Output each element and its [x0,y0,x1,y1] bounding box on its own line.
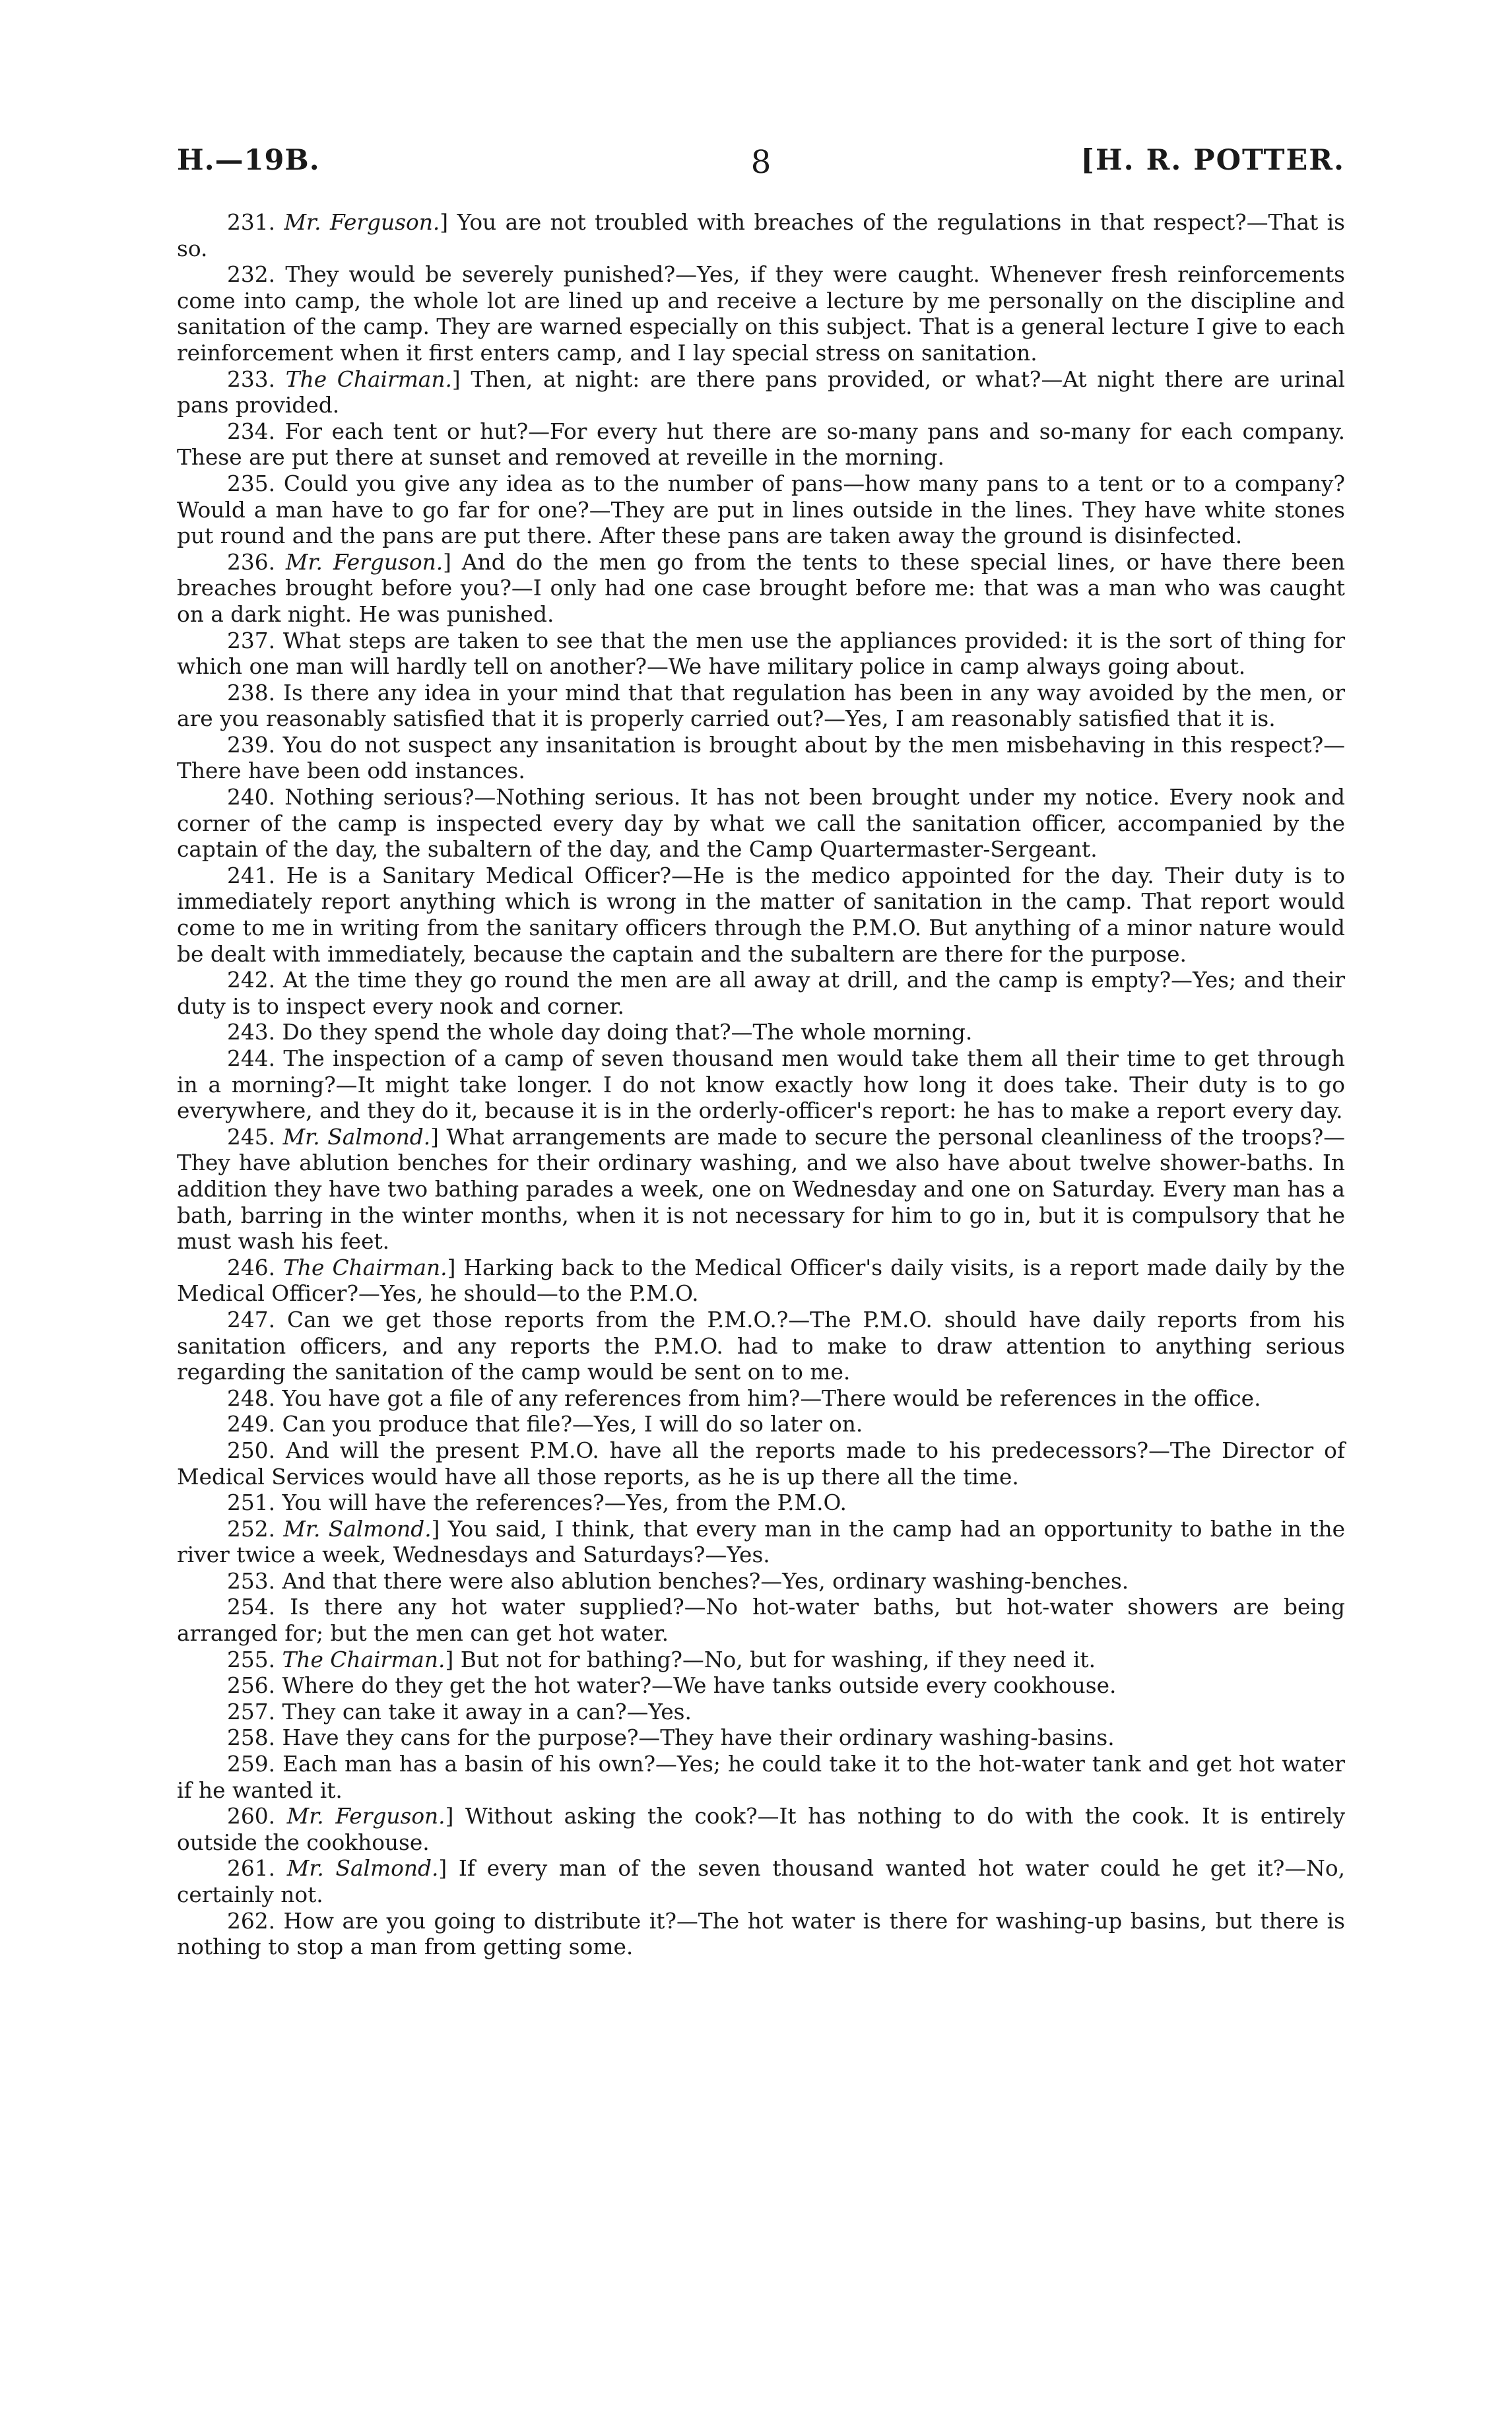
paragraph-text: Can you produce that file?—Yes, I will do so later on. [282,1412,863,1437]
speaker-name: Mr. Ferguson. [285,549,444,575]
paragraph-text: You said, I think, that every man in the camp had an opportunity to bathe in the river twice a week, Wednesdays and Saturdays?—Yes. [177,1516,1345,1568]
question-number: 236. [227,549,276,575]
question-paragraph [177,1412,1345,1438]
question-number: 244. [227,1046,276,1071]
page-number: 8 [750,144,772,181]
paragraph-text: Can we get those reports from the P.M.O.?—The P.M.O. should have daily reports from his sanitation officers, and any reports the P.M.O. had to make to draw attention to anything serious regarding the sanitation of the camp would be sent on to me. [177,1307,1345,1385]
question-paragraph [177,733,1345,785]
question-paragraph [177,680,1345,733]
question-paragraph: 246. The Chairman.] Harking back to the Medical Officer's daily visits, is a report made daily by the Medical Officer?—Yes, he should—to the P.M.O. [177,1255,1345,1307]
question-number: 247. [227,1307,276,1332]
paragraph-text: Is there any idea in your mind that that regulation has been in any way avoided by the men, or are you reasonably satisfied that it is properly carried out?—Yes, I am reasonably satisfied that it is. [177,680,1345,732]
paragraph-text: Where do they get the hot water?—We have tanks outside every cookhouse. [282,1673,1117,1699]
question-number: 246. [227,1255,276,1280]
question-paragraph [177,1569,1345,1595]
question-paragraph [177,1438,1345,1490]
question-paragraph: 255. The Chairman.] But not for bathing?—No, but for washing, if they need it. [227,1647,1096,1672]
paragraph-text: You do not suspect any insanitation is brought about by the men misbehaving in this respect?—There have been odd instances. [177,732,1345,784]
paragraph-text: And will the present P.M.O. have all the reports made to his predecessors?—The Director of Medical Services would have all those reports, as he is up there all the time. [177,1437,1345,1490]
paragraph-text: If every man of the seven thousand wanted hot water could he get it?—No, certainly not. [177,1856,1345,1907]
question-number: 261. [227,1856,276,1882]
question-number: 245. [227,1124,276,1150]
question-number: 242. [227,968,276,993]
paragraph-text: At the time they go round the men are all away at drill, and the camp is empty?—Yes; and their duty is to inspect every nook and corner. [177,968,1345,1019]
question-paragraph [177,1594,1345,1647]
paragraph-text: The inspection of a camp of seven thousand men would take them all their time to get through in a morning?—It might take longer. I do not know exactly how long it does take. Their duty is to go everywhere, and they do it, because it is in the orderly-officer's report: he has to make a report every day. [177,1046,1345,1124]
question-number: 253. [227,1568,276,1594]
paragraph-text: You are not troubled with breaches of the regulations in that respect?—That is so. [177,210,1345,261]
question-paragraph: 245. Mr. Salmond.] What arrangements are made to secure the personal cleanliness of the troops?—They have ablution benches for their ordinary washing, and we also have about twelve shower-baths. In addition they have two bathing parades a week, one on Wednesday and one on Saturday. Every man has a bath, barring in the winter months, when it is not necessary for him to go in, but it is compulsory that he must wash his feet. [177,1124,1345,1255]
document-reference: H.—19B. [177,144,320,177]
question-paragraph [177,419,1345,471]
paragraph-text: Could you give any idea as to the number of pans—how many pans to a tent or to a company? Would a man have to go far for one?—They are put in lines outside in the lines. They have white stones put round and the pans are put there. After these pans are taken away the ground is disinfected. [177,471,1345,549]
question-paragraph [177,1490,1345,1517]
paragraph-text: They can take it away in a can?—Yes. [282,1699,692,1725]
question-paragraph [177,1386,1345,1412]
question-paragraph [177,262,1345,366]
question-paragraph [177,1020,1345,1046]
speaker-name: Mr. Salmond. [283,1516,432,1542]
question-number: 258. [227,1725,276,1751]
paragraph-text: Each man has a basin of his own?—Yes; he could take it to the hot-water tank and get hot water if he wanted it. [177,1752,1345,1803]
question-number: 251. [227,1490,276,1516]
question-number: 234. [227,418,276,444]
paragraph-text: Is there any hot water supplied?—No hot-water baths, but hot-water showers are being arranged for; but the men can get hot water. [177,1594,1345,1647]
paragraph-text: Without asking the cook?—It has nothing to do with the cook. It is entirely outside the cookhouse. [177,1804,1346,1855]
paragraph-text: You have got a file of any references from him?—There would be references in the office. [282,1385,1261,1411]
question-number: 249. [227,1412,276,1437]
speaker-name: The Chairman. [285,366,452,392]
question-number: 252. [227,1516,276,1542]
question-paragraph [177,1752,1345,1804]
question-number: 262. [227,1908,276,1934]
question-number: 241. [227,863,276,888]
question-number: 233. [227,366,276,392]
question-number: 240. [227,785,276,810]
paragraph-text: How are you going to distribute it?—The hot water is there for washing-up basins, but there is nothing to stop a man from getting some. [177,1908,1345,1960]
speaker-name: Mr. Salmond. [282,1124,431,1150]
paragraph-text: You will have the references?—Yes, from the P.M.O. [282,1490,847,1516]
question-paragraph: 252. Mr. Salmond.] You said, I think, that every man in the camp had an opportunity to bathe in the river twice a week, Wednesdays and Saturdays?—Yes. [177,1516,1345,1568]
paragraph-text: Have they cans for the purpose?—They have their ordinary washing-basins. [282,1725,1115,1751]
paragraph-text: What steps are taken to see that the men use the appliances provided: it is the sort of thing for which one man will hardly tell on another?—We have military police in camp always going about. [177,628,1345,680]
question-number: 239. [227,732,276,758]
question-number: 256. [227,1673,276,1699]
question-number: 257. [227,1699,276,1725]
paragraph-text: And that there were also ablution benches?—Yes, ordinary washing-benches. [282,1568,1129,1594]
speaker-name: Mr. Ferguson. [284,210,440,235]
question-paragraph [177,1046,1345,1125]
question-paragraph: 233. The Chairman.] Then, at night: are there pans provided, or what?—At night there are urinal pans provided. [177,366,1345,418]
paragraph-text: What arrangements are made to secure the personal cleanliness of the troops?—They have ablution benches for their ordinary washing, and we also have about twelve shower-baths. In addition they have two bathing parades a week, one on Wednesday and one on Saturday. Every man has a bath, barring in the winter months, when it is not necessary for him to go in, but it is compulsory that he must wash his feet. [177,1124,1345,1255]
question-number: 254. [227,1594,276,1620]
paragraph-text: But not for bathing?—No, but for washing, if they need it. [460,1647,1096,1672]
question-paragraph [177,1699,1345,1726]
question-number: 250. [227,1437,276,1463]
paragraph-text: He is a Sanitary Medical Officer?—He is the medico appointed for the day. Their duty is to immediately report anything which is wrong in the matter of sanitation in the camp. That report would come to me in writing from the sanitary officers through the P.M.O. But anything of a minor nature would be dealt with immediately, because the captain and the subaltern are there for the purpose. [177,863,1345,967]
question-number: 232. [227,262,276,288]
paragraph-text: Harking back to the Medical Officer's daily visits, is a report made daily by the Medical Officer?—Yes, he should—to the P.M.O. [177,1255,1345,1307]
question-paragraph [177,628,1345,680]
question-number: 248. [227,1385,276,1411]
paragraph-text: Nothing serious?—Nothing serious. It has not been brought under my notice. Every nook and corner of the camp is inspected every day by what we call the sanitation officer, accompanied by the captain of the day, the subaltern of the day, and the Camp Quartermaster-Sergeant. [177,785,1345,863]
question-paragraph [177,1307,1345,1386]
question-paragraph [177,1673,1345,1699]
question-number: 243. [227,1020,276,1045]
testimony-body [177,210,1345,1961]
question-number: 255. [227,1647,276,1672]
witness-name: [H. R. POTTER. [1080,144,1345,177]
paragraph-text: Then, at night: are there pans provided, or what?—At night there are urinal pans provided. [177,366,1345,418]
question-paragraph: 231. Mr. Ferguson.] You are not troubled with breaches of the regulations in that respect?—That is so. [177,210,1345,261]
question-paragraph [177,1909,1345,1961]
paragraph-text: For each tent or hut?—For every hut there are so-many pans and so-many for each company. These are put there at sunset and removed at reveille in the morning. [177,418,1345,471]
speaker-name: The Chairman. [282,1647,445,1672]
question-number: 259. [227,1752,276,1777]
question-paragraph [177,863,1345,968]
paragraph-text: They would be severely punished?—Yes, if they were caught. Whenever fresh reinforcements come into camp, the whole lot are lined up and receive a lecture by me personally on the discipline and sanitation of the camp. They are warned especially on this subject. That is a general lecture I give to each reinforcement when it first enters camp, and I lay special stress on sanitation. [177,262,1345,366]
speaker-name: Mr. Salmond. [286,1856,439,1882]
question-paragraph: 236. Mr. Ferguson.] And do the men go from the tents to these special lines, or have there been breaches brought before you?—I only had one case brought before me: that was a man who was caught on a dark night. He was punished. [177,549,1345,627]
question-paragraph [177,471,1345,550]
question-paragraph [177,1725,1345,1752]
question-paragraph [177,968,1345,1020]
question-number: 235. [227,471,276,496]
question-number: 231. [227,210,276,235]
question-paragraph [177,785,1345,863]
question-number: 260. [227,1804,276,1829]
speaker-name: The Chairman. [283,1255,447,1280]
question-paragraph: 260. Mr. Ferguson.] Without asking the cook?—It has nothing to do with the cook. It is entirely outside the cookhouse. [177,1804,1346,1855]
question-number: 237. [227,628,276,653]
paragraph-text: Do they spend the whole day doing that?—The whole morning. [282,1020,973,1045]
page-header [177,144,1345,190]
speaker-name: Mr. Ferguson. [286,1804,445,1829]
question-paragraph: 261. Mr. Salmond.] If every man of the seven thousand wanted hot water could he get it?—No, certainly not. [177,1856,1345,1907]
paragraph-text: And do the men go from the tents to these special lines, or have there been breaches brought before you?—I only had one case brought before me: that was a man who was caught on a dark night. He was punished. [177,549,1345,627]
question-number: 238. [227,680,276,706]
